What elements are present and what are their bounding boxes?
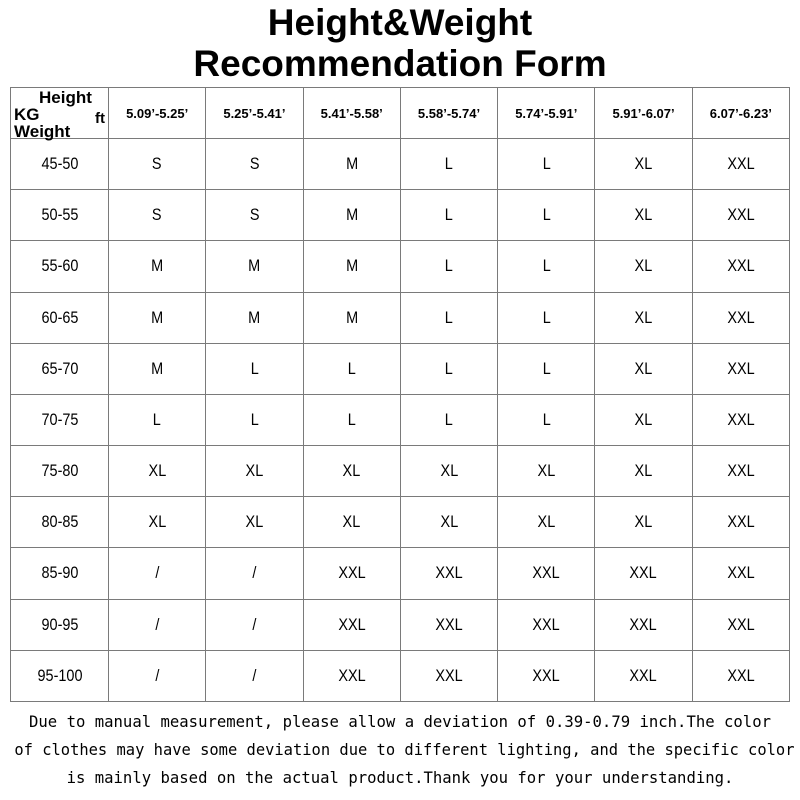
- size-value: XXL: [629, 665, 658, 685]
- size-value: L: [542, 358, 551, 378]
- size-cell: [109, 139, 206, 190]
- size-value: /: [252, 563, 257, 583]
- size-cell: [595, 599, 692, 650]
- weight-range-cell: 55-60: [18, 241, 101, 292]
- size-cell: [498, 292, 595, 343]
- size-value: L: [444, 358, 454, 378]
- size-value: XXL: [629, 614, 658, 634]
- weight-range-cell: 85-90: [18, 548, 101, 599]
- size-value: M: [248, 307, 261, 327]
- size-cell: [595, 650, 692, 701]
- size-cell: [206, 599, 303, 650]
- weight-range-cell: 45-50: [18, 139, 101, 190]
- size-value: XXL: [727, 256, 755, 276]
- size-value: XXL: [435, 614, 463, 634]
- size-value: XL: [634, 205, 653, 225]
- size-value: L: [444, 205, 454, 225]
- size-value: XL: [634, 358, 653, 378]
- size-cell: [109, 343, 206, 394]
- size-cell: [109, 241, 206, 292]
- size-cell: [595, 139, 692, 190]
- size-cell: [498, 599, 595, 650]
- corner-weight-label: Weight: [14, 122, 71, 141]
- size-cell: [498, 446, 595, 497]
- size-value: XL: [634, 409, 653, 429]
- size-value: L: [542, 307, 551, 327]
- size-value: L: [444, 256, 454, 276]
- size-cell: [400, 343, 497, 394]
- height-column-header: 5.25’-5.41’: [206, 88, 303, 139]
- weight-range-cell: 75-80: [18, 446, 101, 497]
- size-value: L: [444, 409, 454, 429]
- size-cell: [400, 650, 497, 701]
- size-cell: [692, 497, 789, 548]
- table-row: [11, 343, 790, 394]
- size-value: L: [444, 307, 454, 327]
- size-value: M: [151, 256, 164, 276]
- size-cell: [400, 139, 497, 190]
- height-column-header: 5.58’-5.74’: [400, 88, 497, 139]
- size-value: M: [345, 205, 358, 225]
- size-cell: [595, 190, 692, 241]
- table-row: [11, 241, 790, 292]
- page-title: [0, 2, 800, 84]
- size-cell: [595, 446, 692, 497]
- size-chart-table: [10, 87, 790, 702]
- size-cell: [400, 446, 497, 497]
- table-row: [11, 548, 790, 599]
- size-cell: [595, 548, 692, 599]
- size-cell: [692, 548, 789, 599]
- table-row: [11, 394, 790, 445]
- size-cell: [109, 292, 206, 343]
- size-cell: [692, 241, 789, 292]
- size-value: XXL: [435, 563, 463, 583]
- size-cell: [206, 650, 303, 701]
- size-value: XL: [440, 512, 458, 532]
- size-cell: [206, 446, 303, 497]
- size-value: XXL: [338, 563, 366, 583]
- size-cell: [109, 599, 206, 650]
- size-value: XL: [634, 307, 653, 327]
- size-value: L: [250, 409, 259, 429]
- size-cell: [498, 394, 595, 445]
- size-cell: [109, 650, 206, 701]
- size-cell: [206, 548, 303, 599]
- size-cell: [595, 497, 692, 548]
- size-value: XXL: [727, 358, 755, 378]
- size-value: L: [542, 154, 551, 174]
- size-cell: [303, 190, 400, 241]
- size-cell: [400, 599, 497, 650]
- size-cell: [400, 548, 497, 599]
- size-cell: [206, 394, 303, 445]
- size-cell: [692, 650, 789, 701]
- size-value: XXL: [727, 461, 755, 481]
- size-cell: [206, 241, 303, 292]
- weight-range-cell: 95-100: [18, 650, 101, 701]
- size-value: XXL: [338, 614, 366, 634]
- size-value: XL: [634, 461, 653, 481]
- weight-range-cell: 60-65: [18, 292, 101, 343]
- size-value: XXL: [435, 665, 463, 685]
- title-line-2: Recommendation Form: [193, 43, 607, 84]
- size-value: XL: [148, 512, 166, 532]
- size-cell: [498, 190, 595, 241]
- table-row: [11, 139, 790, 190]
- size-value: L: [153, 409, 162, 429]
- size-cell: [109, 394, 206, 445]
- size-cell: [303, 650, 400, 701]
- size-cell: [692, 190, 789, 241]
- height-column-header: 6.07’-6.23’: [692, 88, 789, 139]
- size-cell: [303, 446, 400, 497]
- size-cell: [303, 292, 400, 343]
- size-cell: [692, 446, 789, 497]
- corner-ft-label: ft: [95, 110, 105, 127]
- table-row: [11, 599, 790, 650]
- size-value: M: [345, 154, 358, 174]
- size-value: XXL: [727, 205, 755, 225]
- table-row: [11, 497, 790, 548]
- size-value: XL: [440, 461, 458, 481]
- size-value: XXL: [532, 563, 560, 583]
- weight-range-cell: 80-85: [18, 497, 101, 548]
- size-cell: [498, 343, 595, 394]
- size-cell: [109, 190, 206, 241]
- size-cell: [400, 292, 497, 343]
- size-value: /: [252, 665, 257, 685]
- size-value: XL: [245, 512, 264, 532]
- size-value: XL: [634, 154, 653, 174]
- size-value: L: [542, 256, 551, 276]
- size-value: L: [347, 409, 356, 429]
- size-cell: [109, 497, 206, 548]
- size-value: XL: [634, 256, 653, 276]
- size-cell: [595, 394, 692, 445]
- size-value: L: [250, 358, 259, 378]
- size-value: S: [249, 205, 260, 225]
- size-value: XL: [342, 461, 361, 481]
- height-column-header: 5.74’-5.91’: [498, 88, 595, 139]
- size-value: XXL: [727, 563, 755, 583]
- size-value: XL: [342, 512, 361, 532]
- size-cell: [206, 190, 303, 241]
- weight-range-cell: 70-75: [18, 394, 101, 445]
- size-value: XXL: [532, 665, 560, 685]
- size-value: S: [152, 154, 162, 174]
- size-cell: [206, 497, 303, 548]
- size-value: /: [155, 614, 160, 634]
- size-value: XXL: [727, 665, 755, 685]
- size-value: XXL: [727, 512, 755, 532]
- size-cell: [595, 241, 692, 292]
- size-cell: [498, 548, 595, 599]
- weight-range-cell: 90-95: [18, 599, 101, 650]
- size-value: XXL: [629, 563, 658, 583]
- size-cell: [206, 343, 303, 394]
- size-value: XL: [537, 461, 556, 481]
- size-cell: [498, 650, 595, 701]
- size-cell: [303, 241, 400, 292]
- size-value: L: [444, 154, 454, 174]
- note-line-3: is mainly based on the actual product.Thank you for your understanding.: [66, 768, 734, 787]
- size-cell: [400, 497, 497, 548]
- size-value: XL: [148, 461, 166, 481]
- size-value: M: [248, 256, 261, 276]
- size-value: L: [542, 205, 551, 225]
- title-line-1: Height&Weight: [267, 2, 533, 43]
- size-value: M: [345, 256, 358, 276]
- weight-range-cell: 65-70: [18, 343, 101, 394]
- disclaimer-note: [0, 708, 800, 792]
- size-cell: [498, 241, 595, 292]
- size-value: /: [155, 665, 160, 685]
- size-value: XXL: [727, 409, 755, 429]
- size-value: L: [542, 409, 551, 429]
- table-row: [11, 292, 790, 343]
- size-value: /: [252, 614, 257, 634]
- height-column-header: 5.09’-5.25’: [109, 88, 206, 139]
- size-cell: [109, 548, 206, 599]
- size-cell: [303, 139, 400, 190]
- size-cell: [206, 292, 303, 343]
- size-value: S: [249, 154, 260, 174]
- size-cell: [692, 343, 789, 394]
- size-cell: [498, 139, 595, 190]
- size-cell: [595, 292, 692, 343]
- height-column-header: 5.41’-5.58’: [303, 88, 400, 139]
- size-cell: [303, 548, 400, 599]
- size-value: XL: [634, 512, 653, 532]
- size-value: S: [152, 205, 162, 225]
- size-value: XXL: [532, 614, 560, 634]
- size-value: XXL: [338, 665, 366, 685]
- size-cell: [498, 497, 595, 548]
- size-value: L: [347, 358, 356, 378]
- size-cell: [109, 446, 206, 497]
- size-cell: [692, 139, 789, 190]
- size-cell: [303, 394, 400, 445]
- size-value: XL: [245, 461, 264, 481]
- height-column-header: 5.91’-6.07’: [595, 88, 692, 139]
- size-cell: [692, 292, 789, 343]
- size-value: XL: [537, 512, 556, 532]
- size-value: M: [151, 307, 164, 327]
- size-value: /: [155, 563, 160, 583]
- size-cell: [595, 343, 692, 394]
- size-cell: [303, 343, 400, 394]
- size-cell: [400, 241, 497, 292]
- table-row: [11, 446, 790, 497]
- size-cell: [400, 190, 497, 241]
- table-row: [11, 650, 790, 701]
- corner-kg-label: KG: [14, 105, 40, 124]
- size-value: M: [151, 358, 164, 378]
- size-cell: [692, 394, 789, 445]
- size-value: M: [345, 307, 358, 327]
- corner-height-label: Height: [39, 88, 92, 107]
- size-cell: [400, 394, 497, 445]
- size-cell: [206, 139, 303, 190]
- table-row: [11, 190, 790, 241]
- size-value: XXL: [727, 307, 755, 327]
- size-value: XXL: [727, 614, 755, 634]
- corner-cell: [11, 88, 109, 139]
- size-cell: [692, 599, 789, 650]
- size-cell: [303, 599, 400, 650]
- size-value: XXL: [727, 154, 755, 174]
- weight-range-cell: 50-55: [18, 190, 101, 241]
- note-line-1: Due to manual measurement, please allow a deviation of 0.39-0.79 inch.The color: [29, 712, 771, 731]
- header-row: [11, 88, 790, 139]
- size-cell: [303, 497, 400, 548]
- note-line-2: of clothes may have some deviation due to different lighting, and the specific color: [14, 740, 795, 759]
